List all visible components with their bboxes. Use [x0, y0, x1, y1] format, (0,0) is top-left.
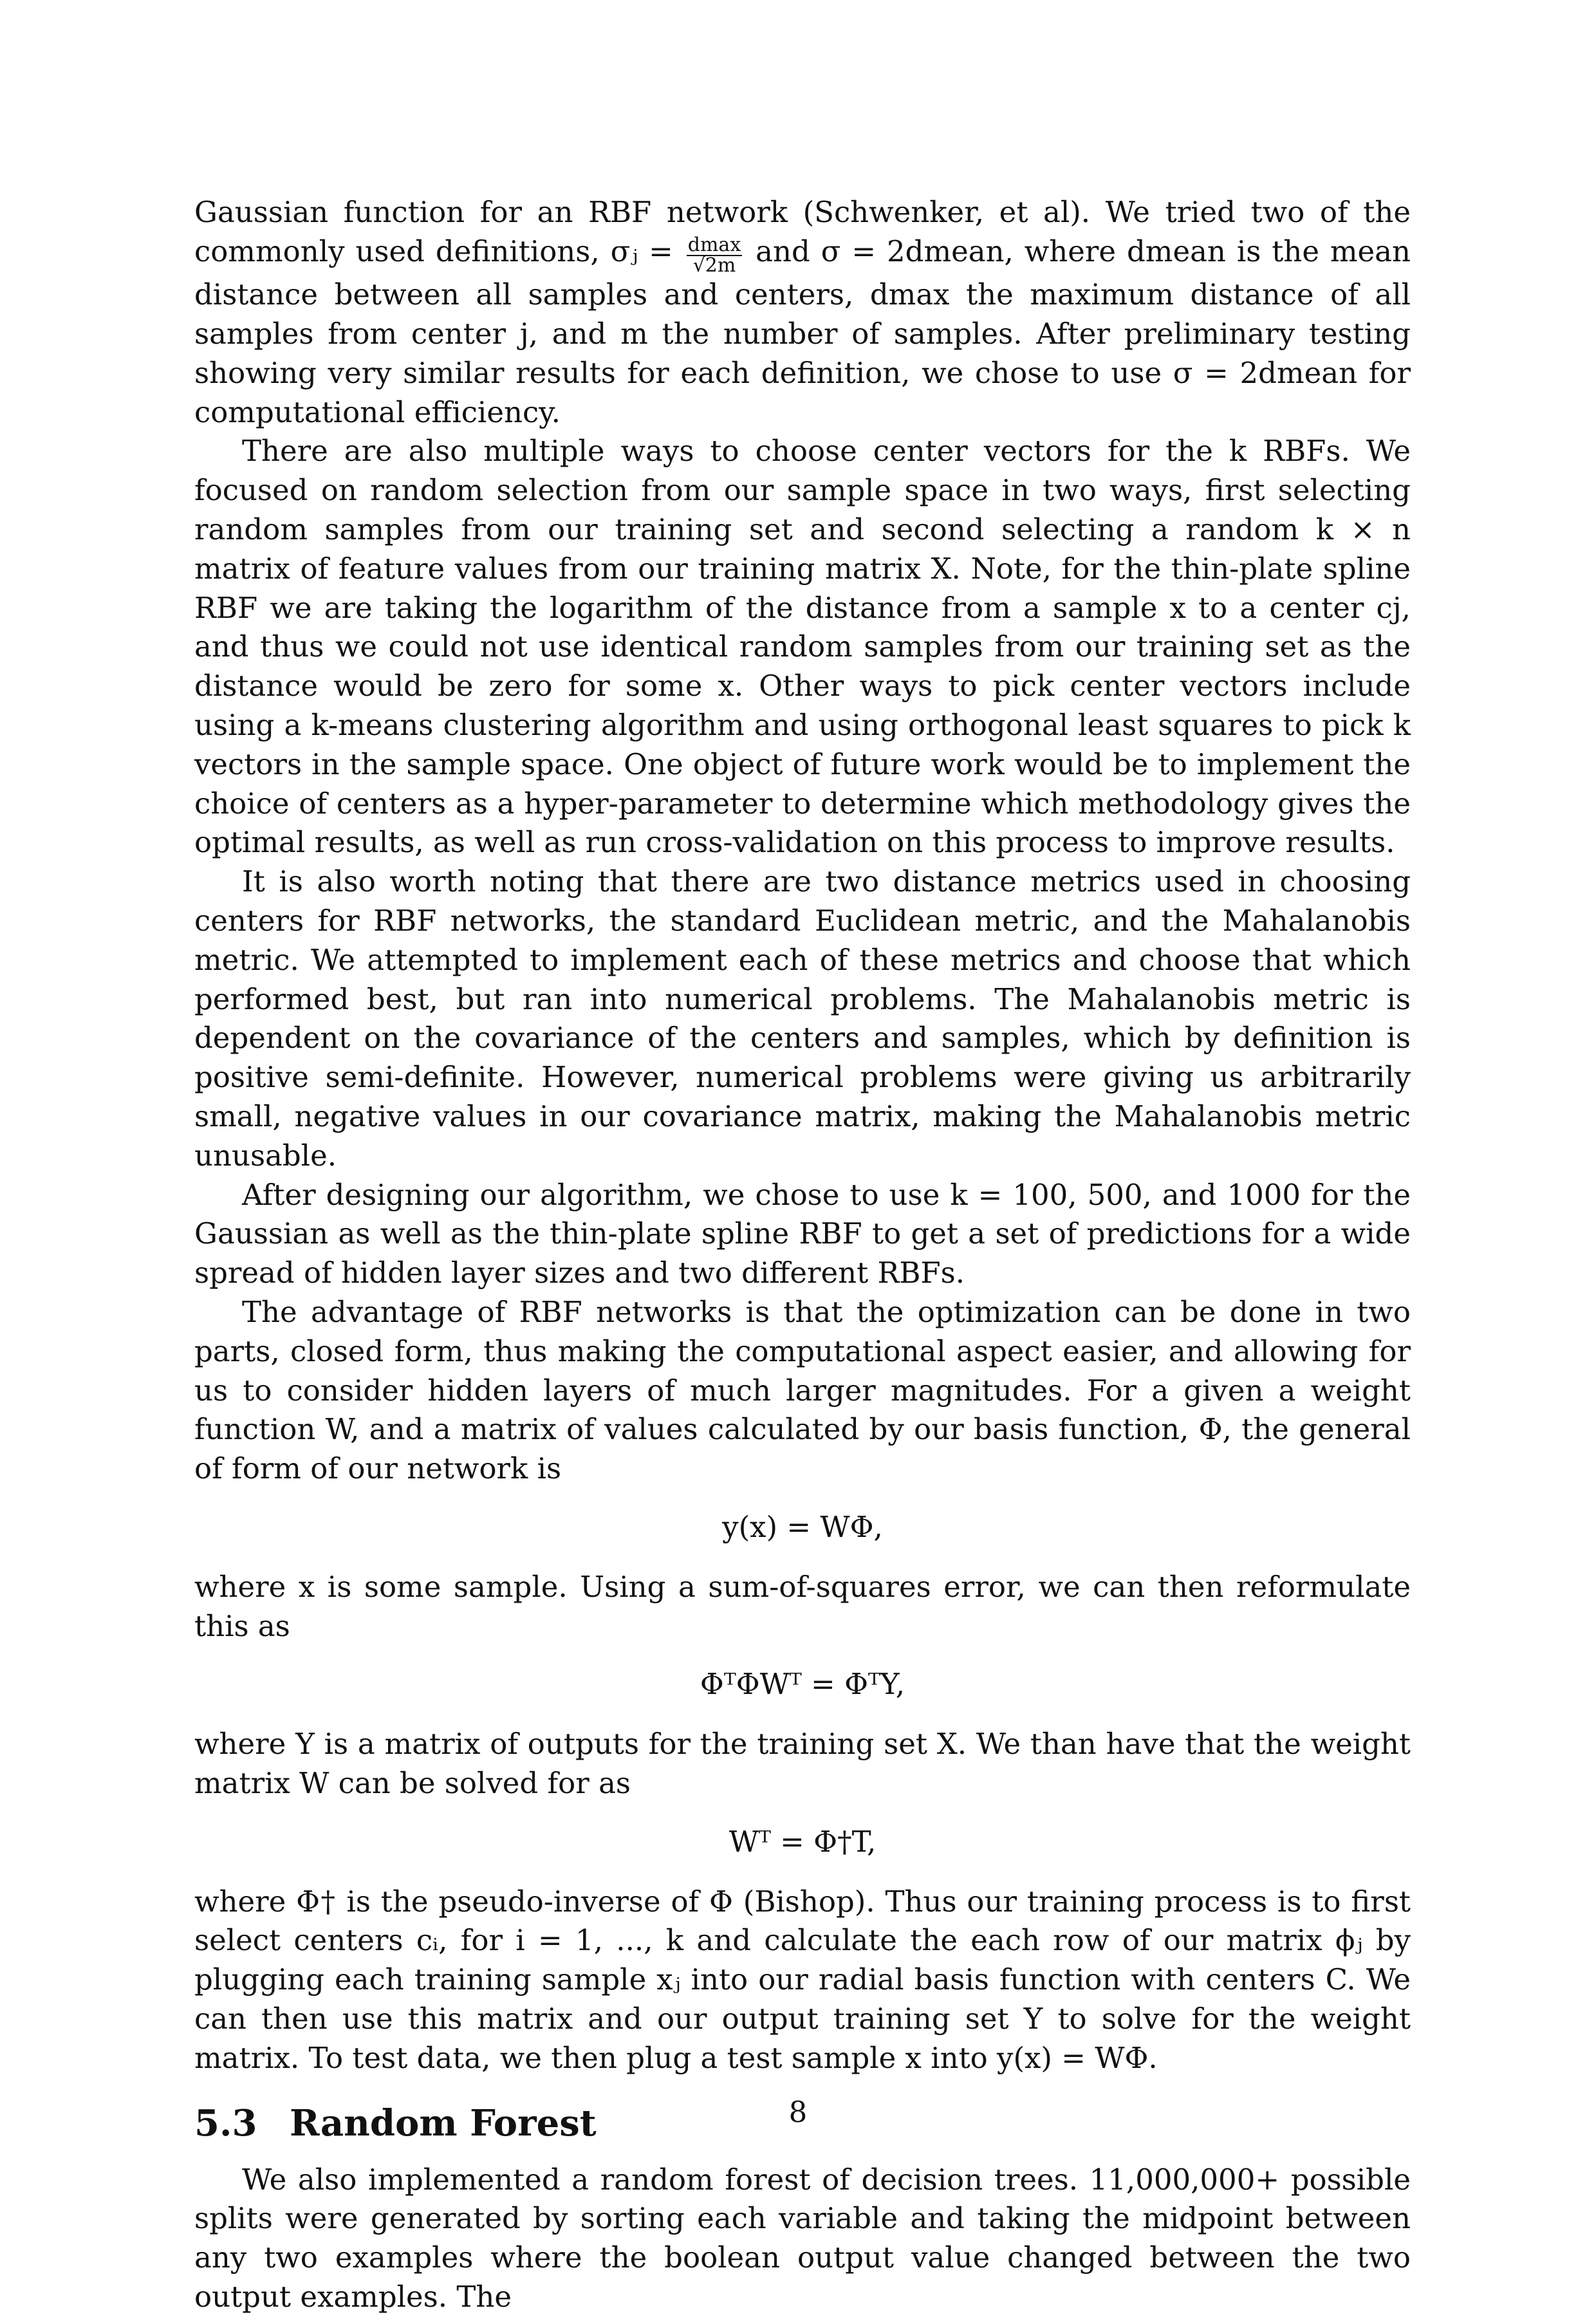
fraction-numerator: dmax	[687, 234, 741, 257]
paragraph-center-vectors: There are also multiple ways to choose center vectors for the k RBFs. We focused on random selection from our sample space in two ways, first selecting random samples from our training set and second selecting a random k × n matrix of feature values from our training matrix X. Note, for the thin-plate spline RBF we are taking the logarithm of the distance from a sample x to a center cj, and thus we could not use identical random samples from our training set as the distance would be zero for some x. Other ways to pick center vectors include using a k-means clustering algorithm and using orthogonal least squares to pick k vectors in the sample space. One object of future work would be to implement the choice of centers as a hyper-parameter to determine which methodology gives the optimal results, as well as run cross-validation on this process to improve results.	[194, 434, 1411, 860]
paragraph-training-process: where Φ† is the pseudo-inverse of Φ (Bishop). Thus our training process is to first select centers cᵢ, for i = 1, ..., k and calculate the each row of our matrix ϕⱼ by plugging each training sample xⱼ into our radial basis function with centers C. We can then use this matrix and our output training set Y to solve for the weight matrix. To test data, we then plug a test sample x into y(x) = WΦ.	[194, 1884, 1411, 2075]
equation-pseudo-inverse	[194, 1823, 1411, 1862]
paragraph-distance-metrics: It is also worth noting that there are two distance metrics used in choosing centers for RBF networks, the standard Euclidean metric, and the Mahalanobis metric. We attempted to implement each of these metrics and choose that which performed best, but ran into numerical problems. The Mahalanobis metric is dependent on the covariance of the centers and samples, which by definition is positive semi-definite. However, numerical problems were giving us arbitrarily small, negative values in our covariance matrix, making the Mahalanobis metric unusable.	[194, 864, 1411, 1173]
section-number: 5.3	[194, 2101, 257, 2145]
paragraph-sigma-definitions	[194, 193, 1411, 432]
equation-text: ΦᵀΦWᵀ = ΦᵀY,	[700, 1667, 905, 1702]
section-title: Random Forest	[290, 2101, 597, 2145]
paragraph-weight-matrix: where Y is a matrix of outputs for the training set X. We than have that the weight matrix W can be solved for as	[194, 1727, 1411, 1800]
paragraph-sum-of-squares: where x is some sample. Using a sum-of-squares error, we can then reformulate this as	[194, 1569, 1411, 1643]
equation-normal-form	[194, 1665, 1411, 1704]
page-number: 8	[788, 2095, 808, 2129]
paragraph-text: and σ = 2dmean, where dmean is the mean distance between all samples and centers, dmax the maximum distance of all samples from center j, and m the number of samples. After preliminary testing showing very similar results for each definition, we chose to use σ = 2dmean for computational efficiency.	[194, 234, 1411, 429]
body-text	[194, 193, 1411, 2317]
paragraph-k-choices: After designing our algorithm, we chose to use k = 100, 500, and 1000 for the Gaussian as well as the thin-plate spline RBF to get a set of predictions for a wide spread of hidden layer sizes and two different RBFs.	[194, 1177, 1411, 1290]
equation-text: y(x) = WΦ,	[722, 1510, 883, 1544]
fraction-denominator: √2m	[692, 254, 736, 277]
paragraph-text: Gaussian function for an RBF network (Schwenker, et al). We tried two of the commonly used definitions, σⱼ =	[194, 195, 1411, 268]
paragraph-random-forest: We also implemented a random forest of decision trees. 11,000,000+ possible splits were generated by sorting each variable and taking the midpoint between any two examples where the boolean output value changed between the two output examples. The	[194, 2162, 1411, 2314]
fraction-dmax-sqrt2m	[687, 236, 742, 275]
equation-text: Wᵀ = Φ†T,	[728, 1824, 877, 1859]
equation-network-form	[194, 1508, 1411, 1547]
paragraph-rbf-advantage: The advantage of RBF networks is that the optimization can be done in two parts, closed form, thus making the computational aspect easier, and allowing for us to consider hidden layers of much larger magnitudes. For a given a weight function W, and a matrix of values calculated by our basis function, Φ, the general of form of our network is	[194, 1295, 1411, 1486]
